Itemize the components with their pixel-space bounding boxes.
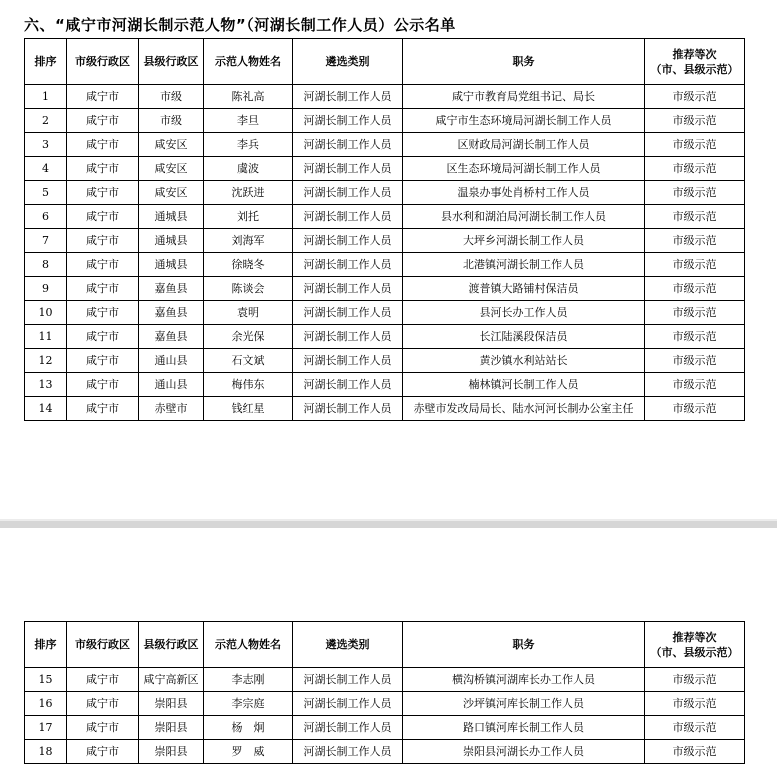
cell-rank: 18 — [25, 740, 67, 764]
cell-level: 市级示范 — [645, 668, 745, 692]
header-county: 县级行政区 — [139, 622, 204, 668]
cell-level: 市级示范 — [645, 253, 745, 277]
table-body-page-1 — [25, 85, 745, 421]
header-name: 示范人物姓名 — [204, 622, 293, 668]
cell-level: 市级示范 — [645, 397, 745, 421]
cell-name: 陈礼高 — [204, 85, 293, 109]
cell-city: 咸宁市 — [67, 740, 139, 764]
cell-duty: 县水利和湖泊局河湖长制工作人员 — [403, 205, 645, 229]
cell-name: 袁明 — [204, 301, 293, 325]
cell-county: 嘉鱼县 — [139, 277, 204, 301]
table-row — [25, 133, 745, 157]
header-type: 遴选类别 — [293, 622, 403, 668]
cell-level: 市级示范 — [645, 692, 745, 716]
cell-city: 咸宁市 — [67, 277, 139, 301]
table-row — [25, 181, 745, 205]
cell-level: 市级示范 — [645, 229, 745, 253]
cell-name: 李旦 — [204, 109, 293, 133]
cell-county: 咸安区 — [139, 157, 204, 181]
header-duty: 职务 — [403, 39, 645, 85]
cell-type: 河湖长制工作人员 — [293, 157, 403, 181]
cell-city: 咸宁市 — [67, 301, 139, 325]
cell-county: 崇阳县 — [139, 692, 204, 716]
table-row — [25, 716, 745, 740]
header-type: 遴选类别 — [293, 39, 403, 85]
header-name: 示范人物姓名 — [204, 39, 293, 85]
cell-rank: 1 — [25, 85, 67, 109]
cell-type: 河湖长制工作人员 — [293, 349, 403, 373]
table-row — [25, 277, 745, 301]
cell-city: 咸宁市 — [67, 692, 139, 716]
cell-type: 河湖长制工作人员 — [293, 668, 403, 692]
cell-level: 市级示范 — [645, 109, 745, 133]
cell-type: 河湖长制工作人员 — [293, 109, 403, 133]
table-row — [25, 109, 745, 133]
cell-name: 罗 威 — [204, 740, 293, 764]
page-separator — [0, 521, 777, 528]
table-row — [25, 692, 745, 716]
cell-type: 河湖长制工作人员 — [293, 181, 403, 205]
cell-name: 李宗庭 — [204, 692, 293, 716]
cell-county: 崇阳县 — [139, 740, 204, 764]
cell-county: 嘉鱼县 — [139, 325, 204, 349]
header-city: 市级行政区 — [67, 622, 139, 668]
cell-county: 咸宁高新区 — [139, 668, 204, 692]
page-title: 六、“咸宁市河湖长制示范人物”（河湖长制工作人员）公示名单 — [24, 16, 456, 34]
cell-rank: 4 — [25, 157, 67, 181]
table-row — [25, 349, 745, 373]
cell-county: 赤壁市 — [139, 397, 204, 421]
cell-type: 河湖长制工作人员 — [293, 277, 403, 301]
cell-rank: 14 — [25, 397, 67, 421]
cell-duty: 赤壁市发改局局长、陆水河河长制办公室主任 — [403, 397, 645, 421]
cell-level: 市级示范 — [645, 716, 745, 740]
cell-city: 咸宁市 — [67, 325, 139, 349]
cell-rank: 8 — [25, 253, 67, 277]
cell-name: 刘托 — [204, 205, 293, 229]
cell-name: 虞波 — [204, 157, 293, 181]
cell-duty: 路口镇河库长制工作人员 — [403, 716, 645, 740]
header-level — [645, 622, 745, 668]
cell-duty: 渡普镇大路铺村保洁员 — [403, 277, 645, 301]
cell-duty: 区生态环境局河湖长制工作人员 — [403, 157, 645, 181]
cell-county: 通山县 — [139, 373, 204, 397]
table-row — [25, 740, 745, 764]
cell-city: 咸宁市 — [67, 229, 139, 253]
header-level — [645, 39, 745, 85]
cell-duty: 北港镇河湖长制工作人员 — [403, 253, 645, 277]
cell-level: 市级示范 — [645, 325, 745, 349]
cell-city: 咸宁市 — [67, 373, 139, 397]
cell-type: 河湖长制工作人员 — [293, 205, 403, 229]
header-level-line1: 推荐等次 — [672, 47, 717, 61]
cell-rank: 5 — [25, 181, 67, 205]
cell-rank: 6 — [25, 205, 67, 229]
cell-city: 咸宁市 — [67, 205, 139, 229]
cell-level: 市级示范 — [645, 277, 745, 301]
cell-city: 咸宁市 — [67, 133, 139, 157]
table-row — [25, 325, 745, 349]
header-level-line1: 推荐等次 — [672, 630, 717, 644]
cell-name: 李志刚 — [204, 668, 293, 692]
cell-type: 河湖长制工作人员 — [293, 740, 403, 764]
header-duty: 职务 — [403, 622, 645, 668]
table-row — [25, 205, 745, 229]
cell-city: 咸宁市 — [67, 109, 139, 133]
cell-level: 市级示范 — [645, 133, 745, 157]
cell-city: 咸宁市 — [67, 668, 139, 692]
cell-level: 市级示范 — [645, 181, 745, 205]
header-rank: 排序 — [25, 622, 67, 668]
cell-name: 沈跃进 — [204, 181, 293, 205]
cell-type: 河湖长制工作人员 — [293, 133, 403, 157]
cell-duty: 楠林镇河长制工作人员 — [403, 373, 645, 397]
cell-name: 杨 炯 — [204, 716, 293, 740]
table-body-page-2 — [25, 668, 745, 764]
cell-name: 梅伟东 — [204, 373, 293, 397]
cell-duty: 县河长办工作人员 — [403, 301, 645, 325]
cell-county: 咸安区 — [139, 181, 204, 205]
table-row — [25, 373, 745, 397]
cell-county: 通城县 — [139, 253, 204, 277]
cell-county: 通城县 — [139, 205, 204, 229]
cell-city: 咸宁市 — [67, 716, 139, 740]
cell-level: 市级示范 — [645, 205, 745, 229]
cell-type: 河湖长制工作人员 — [293, 692, 403, 716]
cell-city: 咸宁市 — [67, 181, 139, 205]
table-row — [25, 301, 745, 325]
cell-county: 咸安区 — [139, 133, 204, 157]
cell-duty: 沙坪镇河库长制工作人员 — [403, 692, 645, 716]
header-rank: 排序 — [25, 39, 67, 85]
cell-county: 崇阳县 — [139, 716, 204, 740]
table-row — [25, 668, 745, 692]
cell-level: 市级示范 — [645, 157, 745, 181]
table-row — [25, 157, 745, 181]
cell-level: 市级示范 — [645, 301, 745, 325]
cell-county: 通山县 — [139, 349, 204, 373]
cell-name: 李兵 — [204, 133, 293, 157]
table-row — [25, 85, 745, 109]
cell-type: 河湖长制工作人员 — [293, 325, 403, 349]
table-header-row — [25, 622, 745, 668]
cell-county: 通城县 — [139, 229, 204, 253]
cell-name: 陈谈会 — [204, 277, 293, 301]
cell-name: 余光保 — [204, 325, 293, 349]
cell-type: 河湖长制工作人员 — [293, 253, 403, 277]
cell-rank: 13 — [25, 373, 67, 397]
cell-duty: 横沟桥镇河湖库长办工作人员 — [403, 668, 645, 692]
cell-type: 河湖长制工作人员 — [293, 397, 403, 421]
cell-type: 河湖长制工作人员 — [293, 373, 403, 397]
header-city: 市级行政区 — [67, 39, 139, 85]
cell-rank: 9 — [25, 277, 67, 301]
cell-name: 刘海军 — [204, 229, 293, 253]
header-level-line2: （市、县级示范） — [650, 62, 739, 76]
cell-type: 河湖长制工作人员 — [293, 229, 403, 253]
roster-table-page-1 — [24, 38, 745, 421]
cell-city: 咸宁市 — [67, 397, 139, 421]
cell-duty: 黄沙镇水利站站长 — [403, 349, 645, 373]
cell-city: 咸宁市 — [67, 349, 139, 373]
header-level-line2: （市、县级示范） — [650, 645, 739, 659]
cell-rank: 17 — [25, 716, 67, 740]
cell-rank: 3 — [25, 133, 67, 157]
cell-name: 石文斌 — [204, 349, 293, 373]
cell-name: 钱红星 — [204, 397, 293, 421]
cell-duty: 咸宁市教育局党组书记、局长 — [403, 85, 645, 109]
cell-name: 徐晓冬 — [204, 253, 293, 277]
table-row — [25, 253, 745, 277]
cell-city: 咸宁市 — [67, 253, 139, 277]
cell-duty: 温泉办事处肖桥村工作人员 — [403, 181, 645, 205]
cell-county: 市级 — [139, 85, 204, 109]
cell-duty: 大坪乡河湖长制工作人员 — [403, 229, 645, 253]
cell-duty: 咸宁市生态环境局河湖长制工作人员 — [403, 109, 645, 133]
cell-rank: 12 — [25, 349, 67, 373]
roster-table-page-2 — [24, 621, 745, 764]
cell-rank: 16 — [25, 692, 67, 716]
cell-city: 咸宁市 — [67, 157, 139, 181]
cell-duty: 区财政局河湖长制工作人员 — [403, 133, 645, 157]
cell-rank: 7 — [25, 229, 67, 253]
header-county: 县级行政区 — [139, 39, 204, 85]
cell-type: 河湖长制工作人员 — [293, 301, 403, 325]
cell-type: 河湖长制工作人员 — [293, 85, 403, 109]
cell-type: 河湖长制工作人员 — [293, 716, 403, 740]
cell-duty: 长江陆溪段保洁员 — [403, 325, 645, 349]
cell-level: 市级示范 — [645, 373, 745, 397]
cell-level: 市级示范 — [645, 85, 745, 109]
cell-level: 市级示范 — [645, 740, 745, 764]
cell-county: 市级 — [139, 109, 204, 133]
cell-rank: 10 — [25, 301, 67, 325]
cell-rank: 15 — [25, 668, 67, 692]
cell-rank: 11 — [25, 325, 67, 349]
cell-duty: 崇阳县河湖长办工作人员 — [403, 740, 645, 764]
table-row — [25, 397, 745, 421]
cell-county: 嘉鱼县 — [139, 301, 204, 325]
table-header-row — [25, 39, 745, 85]
table-row — [25, 229, 745, 253]
cell-city: 咸宁市 — [67, 85, 139, 109]
cell-rank: 2 — [25, 109, 67, 133]
cell-level: 市级示范 — [645, 349, 745, 373]
